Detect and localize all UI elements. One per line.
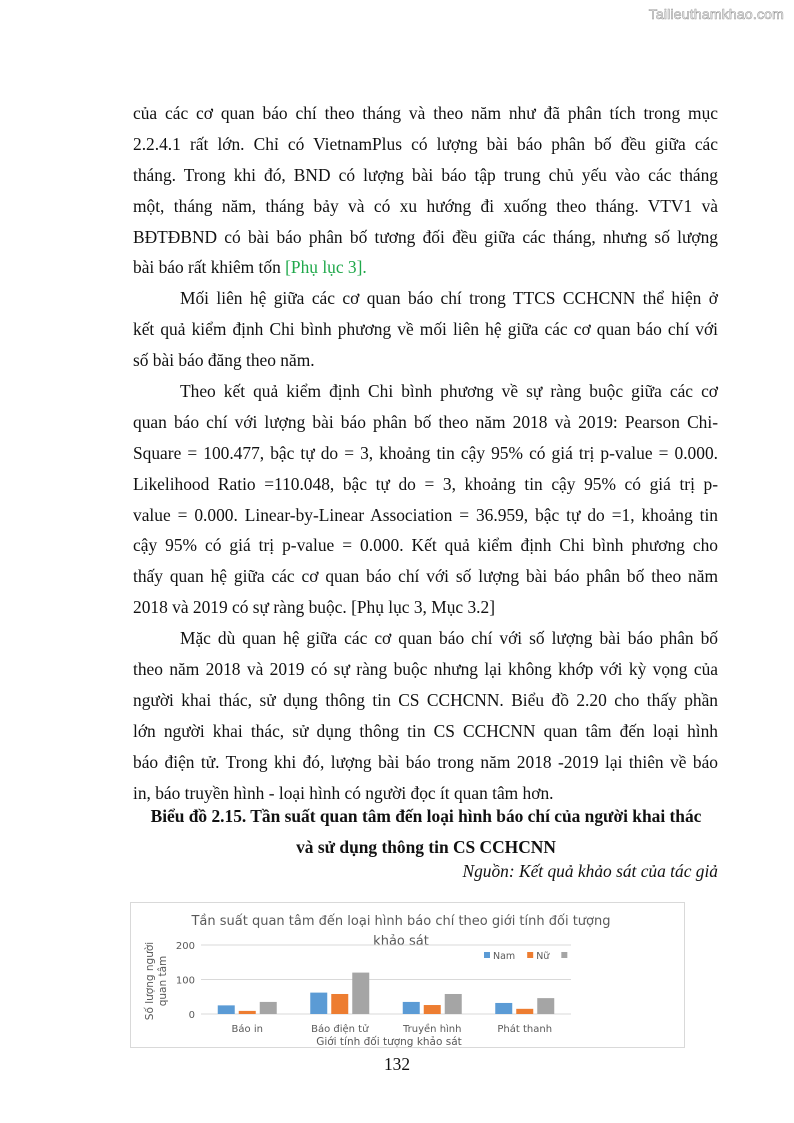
text-line: in, báo truyền hình - loại hình có người đọc ít quan tâm hơn. [133, 782, 554, 803]
bar [352, 973, 369, 1014]
watermark: Tailieuthamkhao.com [648, 6, 784, 22]
bar [218, 1005, 235, 1014]
legend-label: Nam [493, 951, 516, 962]
text-line: báo điện tử. Trong khi đó, lượng bài báo trong năm 2018 -2019 lại thiên về báo [133, 751, 718, 772]
bar [495, 1003, 512, 1014]
y-axis-title-line1: Số lượng người [144, 941, 156, 1021]
text-line: 2018 và 2019 có sự ràng buộc. [Phụ lục 3, Mục 3.2] [133, 597, 496, 618]
text-line: số bài báo đăng theo năm. [133, 350, 315, 371]
text-line: 2.2.4.1 rất lớn. Chỉ có VietnamPlus có lượng bài báo phân bố đều giữa các [133, 133, 718, 154]
x-tick-label: Báo điện tử [311, 1024, 369, 1035]
bar-chart [130, 902, 685, 1048]
figure-source: Nguồn: Kết quả khảo sát của tác giả [462, 861, 718, 881]
bar [445, 994, 462, 1014]
text-line: lớn người khai thác, sử dụng thông tin CS CCHCNN quan tâm đến loại hình [133, 720, 718, 741]
chart-title-line2: khảo sát [373, 934, 429, 949]
text-line: theo năm 2018 và 2019 có sự ràng buộc nhưng lại không khớp với kỳ vọng của [133, 659, 718, 680]
text-line: Theo kết quả kiểm định Chi bình phương về sự ràng buộc giữa các cơ [180, 381, 718, 402]
figure-caption-line1: Biểu đồ 2.15. Tần suất quan tâm đến loại hình báo chí của người khai thác [150, 806, 702, 826]
bar [516, 1009, 533, 1014]
figure-caption-line2: và sử dụng thông tin CS CCHCNN [296, 837, 556, 857]
text-line: Likelihood Ratio =110.048, bậc tự do = 3, khoảng tin cậy 95% có giá trị p- [133, 473, 718, 494]
y-tick-label: 0 [188, 1010, 195, 1021]
x-tick-label: Báo in [231, 1024, 263, 1035]
text-line-part: bài báo rất khiêm tốn [133, 257, 286, 278]
text-line: value = 0.000. Linear-by-Linear Association = 36.959, bậc tự do =1, khoảng tin [133, 504, 718, 525]
bar [260, 1002, 277, 1014]
bar [537, 998, 554, 1014]
x-tick-label: Truyền hình [403, 1024, 462, 1035]
text-line: quan báo chí với lượng bài báo phân bố theo năm 2018 và 2019: Pearson Chi- [133, 411, 718, 432]
bar [239, 1011, 256, 1014]
legend-swatch [527, 952, 533, 958]
bar [310, 993, 327, 1014]
text-line: Mối liên hệ giữa các cơ quan báo chí trong TTCS CCHCNN thể hiện ở [180, 288, 718, 309]
text-line: Square = 100.477, bậc tự do = 3, khoảng tin cậy 95% có giá trị p-value = 0.000. [133, 442, 718, 463]
page-number: 132 [383, 1054, 411, 1074]
legend-label: Nữ [536, 951, 550, 962]
bar [331, 994, 348, 1014]
appendix-reference-link[interactable]: [Phụ lục 3]. [285, 257, 367, 278]
text-line: một, tháng năm, tháng bảy và có xu hướng đi xuống theo tháng. VTV1 và [133, 195, 718, 216]
legend-swatch [484, 952, 490, 958]
x-axis-title: Giới tính đối tượng khảo sát [316, 1036, 462, 1047]
y-axis-title-line2: quan tâm [157, 955, 169, 1007]
x-tick-label: Phát thanh [497, 1024, 553, 1035]
text-line: Mặc dù quan hệ giữa các cơ quan báo chí với số lượng bài báo phân bố [180, 628, 718, 649]
legend-swatch [561, 952, 567, 958]
text-line [133, 252, 718, 283]
text-line: kết quả kiểm định Chi bình phương về mối liên hệ giữa các cơ quan báo chí với [133, 319, 718, 340]
text-line: người khai thác, sử dụng thông tin CS CCHCNN. Biểu đồ 2.20 cho thấy phần [133, 689, 718, 710]
text-line: thấy quan hệ giữa các cơ quan báo chí với số lượng bài báo phân bố theo năm [133, 566, 718, 587]
text-line: BĐTĐBND có bài báo phân bố tương đối đều giữa các tháng, nhưng số lượng [133, 226, 718, 247]
chart-title-line1: Tần suất quan tâm đến loại hình báo chí theo giới tính đối tượng [191, 914, 611, 929]
y-tick-label: 200 [175, 941, 195, 952]
text-line: của các cơ quan báo chí theo tháng và theo năm như đã phân tích trong mục [133, 103, 718, 123]
bar [403, 1002, 420, 1014]
text-line: cậy 95% có giá trị p-value = 0.000. Kết quả kiểm định Chi bình phương cho [133, 535, 718, 556]
y-tick-label: 100 [175, 975, 195, 987]
text-line: tháng. Trong khi đó, BND có lượng bài báo tập trung chủ yếu vào các tháng [133, 164, 718, 185]
bar [424, 1005, 441, 1014]
body-text [133, 98, 718, 808]
